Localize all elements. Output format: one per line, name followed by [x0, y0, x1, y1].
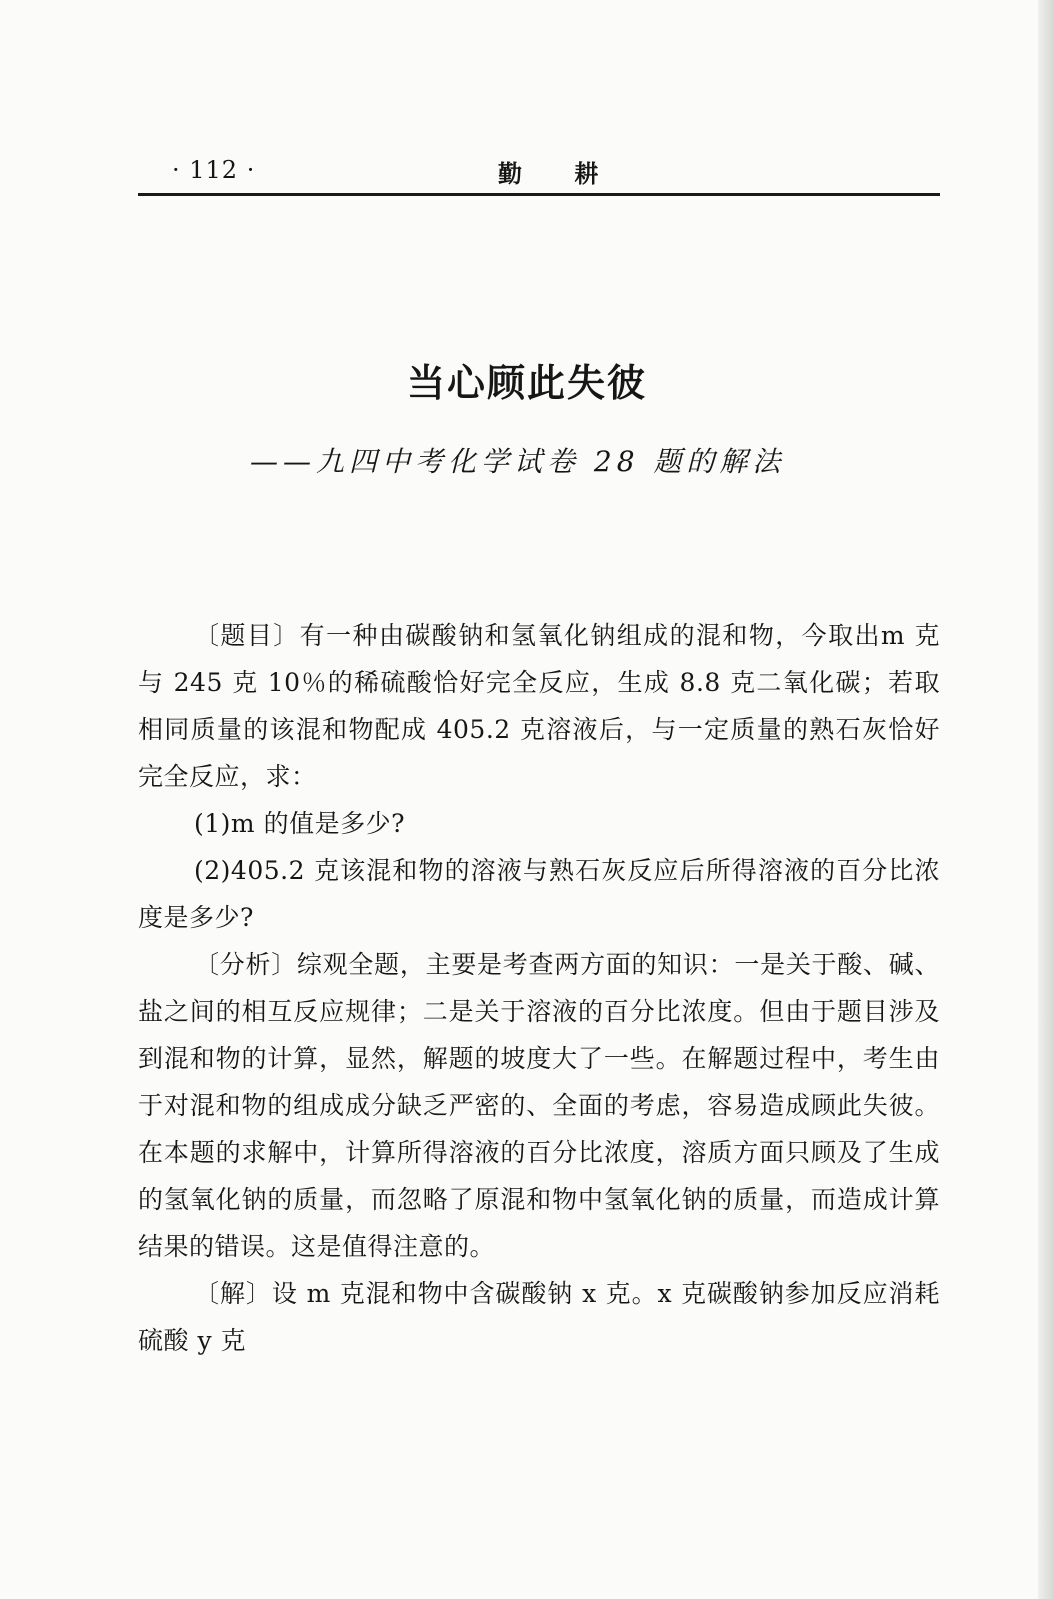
- paragraph-subquestion-2: (2)405.2 克该混和物的溶液与熟石灰反应后所得溶液的百分比浓度是多少?: [138, 856, 940, 932]
- page-header: [138, 152, 940, 192]
- page-number: · 112 ·: [172, 156, 256, 184]
- paragraph-analysis: 〔分析〕综观全题，主要是考查两方面的知识：一是关于酸、碱、盐之间的相互反应规律；二是关于溶液的百分比浓度。但由于题目涉及到混和物的计算，显然，解题的坡度大了一些。在解题过程中，考生由于对混和物的组成成分缺乏严密的、全面的考虑，容易造成顾此失彼。在本题的求解中，计算所得溶液的百分比浓度，溶质方面只顾及了生成的氢氧化钠的质量，而忽略了原混和物中氢氧化钠的质量，而造成计算结果的错误。这是值得注意的。: [138, 950, 940, 1261]
- article-title: 当心顾此失彼: [406, 361, 647, 405]
- article-subtitle: ——九四中考化学试卷 28 题的解法: [250, 445, 786, 478]
- paragraph-question: 〔题目〕有一种由碳酸钠和氢氧化钠组成的混和物，今取出m 克与 245 克 10％的稀硫酸恰好完全反应，生成 8.8 克二氧化碳；若取相同质量的该混和物配成 405.2 克溶液后，与一定质量的熟石灰恰好完全反应，求：: [138, 621, 940, 791]
- header-rule: [138, 193, 940, 196]
- paragraph-solution: 〔解〕设 m 克混和物中含碳酸钠 x 克。x 克碳酸钠参加反应消耗硫酸 y 克: [138, 1279, 940, 1355]
- page-edge-shadow: [1038, 0, 1054, 1599]
- article-body: [138, 612, 940, 1364]
- paragraph-subquestion-1: (1)m 的值是多少?: [194, 809, 405, 838]
- running-title: 勤 耕: [498, 159, 621, 188]
